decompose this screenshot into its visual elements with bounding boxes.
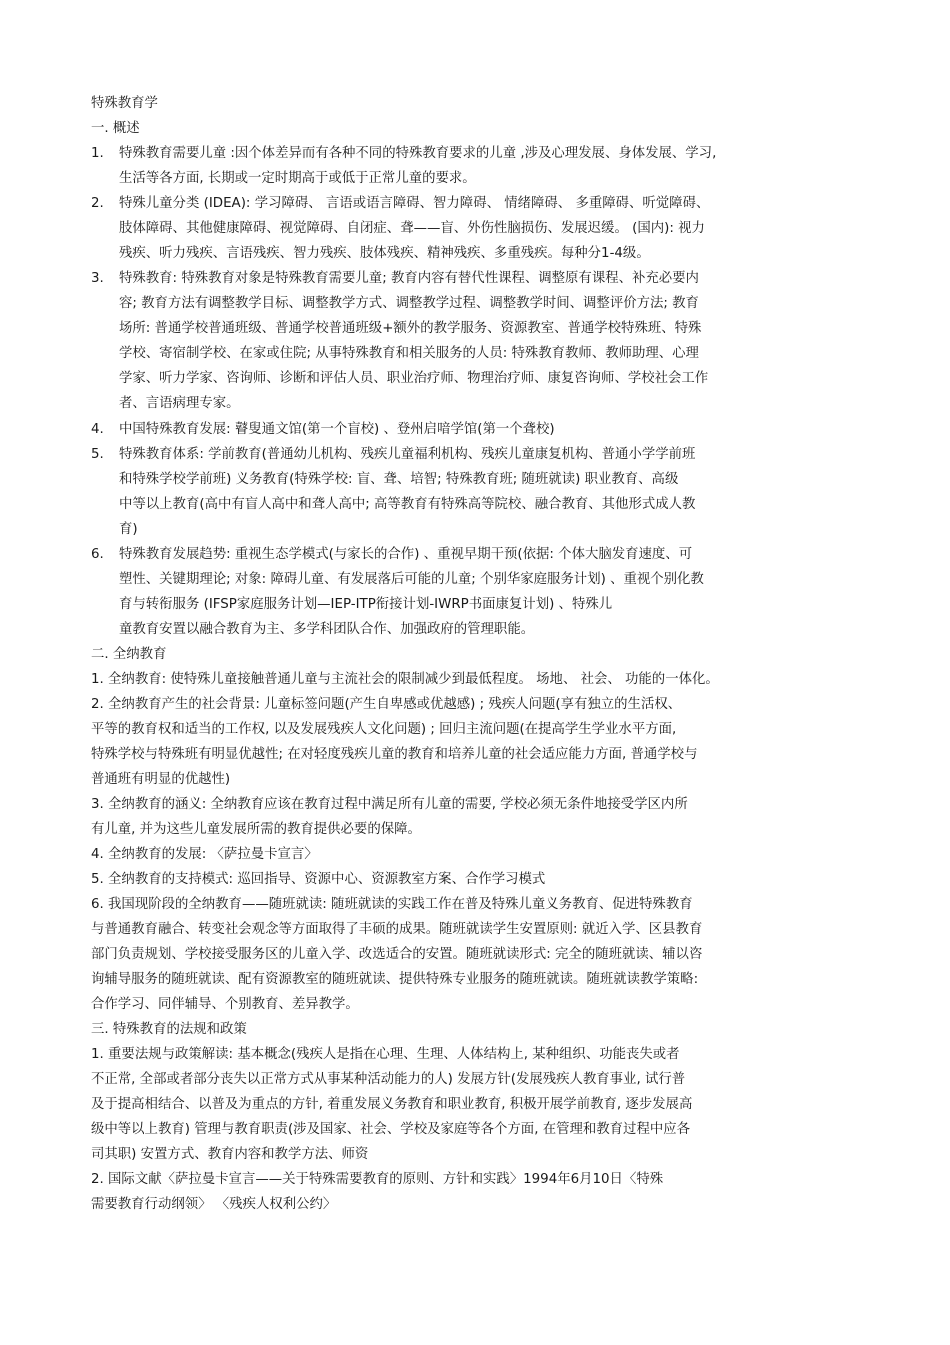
paragraph-line: 特殊教育需要儿童 :因个体差异而有各种不同的特殊教育要求的儿童 ,涉及心理发展、身体发展、学习, <box>119 146 717 161</box>
item-number: 1. <box>91 146 104 161</box>
paragraph-line: 2. 全纳教育产生的社会背景: 儿童标签问题(产生自卑感或优越感) ; 残疾人问题(享有独立的生活权、 <box>91 697 682 712</box>
paragraph-line: 特殊儿童分类 (IDEA): 学习障碍、 言语或语言障碍、智力障碍、 情绪障碍、 多重障碍、听觉障碍、 <box>119 196 710 211</box>
paragraph-line: 3. 全纳教育的涵义: 全纳教育应该在教育过程中满足所有儿童的需要, 学校必须无条件地接受学区内所 <box>91 797 688 812</box>
paragraph-line: 4. 全纳教育的发展: 〈萨拉曼卡宣言〉 <box>91 847 318 862</box>
paragraph-line: 平等的教育权和适当的工作权, 以及发展残疾人文化问题) ; 回归主流问题(在提高学生学业水平方面, <box>91 722 677 737</box>
paragraph-line: 与普通教育融合、转变社会观念等方面取得了丰硕的成果。随班就读学生安置原则: 就近入学、区县教育 <box>91 922 703 937</box>
paragraph-line: 场所: 普通学校普通班级、普通学校普通班级+额外的教学服务、资源教室、普通学校特殊班、特殊 <box>119 321 702 336</box>
paragraph-line: 学家、听力学家、咨询师、诊断和评估人员、职业治疗师、物理治疗师、康复咨询师、学校社会工作 <box>119 371 709 386</box>
section-heading: 二. 全纳教育 <box>91 647 167 662</box>
paragraph-line: 中国特殊教育发展: 瞽叟通文馆(第一个盲校) 、登州启喑学馆(第一个聋校) <box>119 422 555 437</box>
paragraph-line: 5. 全纳教育的支持模式: 巡回指导、资源中心、资源教室方案、合作学习模式 <box>91 872 546 887</box>
document-title: 特殊教育学 <box>91 96 158 111</box>
paragraph-line: 残疾、听力残疾、言语残疾、智力残疾、肢体残疾、精神残疾、多重残疾。每种分1-4级。 <box>119 246 650 261</box>
paragraph-line: 司其职) 安置方式、教育内容和教学方法、师资 <box>91 1147 369 1162</box>
item-number: 2. <box>91 196 104 211</box>
paragraph-line: 塑性、关键期理论; 对象: 障碍儿童、有发展落后可能的儿童; 个别华家庭服务计划) 、重视个别化教 <box>119 572 704 587</box>
paragraph-line: 2. 国际文献〈萨拉曼卡宣言——关于特殊需要教育的原则、方针和实践〉1994年6月10日〈特殊 <box>91 1172 664 1187</box>
paragraph-line: 部门负责规划、学校接受服务区的儿童入学、改选适合的安置。随班就读形式: 完全的随班就读、辅以咨 <box>91 947 703 962</box>
paragraph-line: 1. 重要法规与政策解读: 基本概念(残疾人是指在心理、生理、人体结构上, 某种组织、功能丧失或者 <box>91 1047 680 1062</box>
paragraph-line: 询辅导服务的随班就读、配有资源教室的随班就读、提供特殊专业服务的随班就读。随班就读教学策略: <box>91 972 699 987</box>
item-number: 3. <box>91 271 104 286</box>
paragraph-line: 童教育安置以融合教育为主、多学科团队合作、加强政府的管理职能。 <box>119 622 535 637</box>
paragraph-line: 特殊教育: 特殊教育对象是特殊教育需要儿童; 教育内容有替代性课程、调整原有课程、补充必要内 <box>119 271 699 286</box>
paragraph-line: 不正常, 全部或者部分丧失以正常方式从事某种活动能力的人) 发展方针(发展残疾人教育事业, 试行普 <box>91 1072 686 1087</box>
paragraph-line: 育与转衔服务 (IFSP家庭服务计划—IEP-ITP衔接计划-IWRP书面康复计划) 、特殊儿 <box>119 597 613 612</box>
paragraph-line: 1. 全纳教育: 使特殊儿童接触普通儿童与主流社会的限制减少到最低程度。 场地、 社会、 功能的一体化。 <box>91 672 719 687</box>
paragraph-line: 特殊学校与特殊班有明显优越性; 在对轻度残疾儿童的教育和培养儿童的社会适应能力方面, 普通学校与 <box>91 747 698 762</box>
item-number: 6. <box>91 547 104 562</box>
section-heading: 一. 概述 <box>91 121 140 136</box>
paragraph-line: 级中等以上教育) 管理与教育职责(涉及国家、社会、学校及家庭等各个方面, 在管理和教育过程中应各 <box>91 1122 691 1137</box>
paragraph-line: 肢体障碍、其他健康障碍、视觉障碍、自闭症、聋——盲、外伤性脑损伤、发展迟缓。 (国内): 视力 <box>119 221 705 236</box>
item-number: 5. <box>91 447 104 462</box>
section-heading: 三. 特殊教育的法规和政策 <box>91 1022 247 1037</box>
paragraph-line: 特殊教育体系: 学前教育(普通幼儿机构、残疾儿童福利机构、残疾儿童康复机构、普通小学学前班 <box>119 447 696 462</box>
paragraph-line: 育) <box>119 522 138 537</box>
paragraph-line: 普通班有明显的优越性) <box>91 772 231 787</box>
paragraph-line: 中等以上教育(高中有盲人高中和聋人高中; 高等教育有特殊高等院校、融合教育、其他形式成人教 <box>119 497 696 512</box>
item-number: 4. <box>91 422 104 437</box>
paragraph-line: 6. 我国现阶段的全纳教育——随班就读: 随班就读的实践工作在普及特殊儿童义务教育、促进特殊教育 <box>91 897 693 912</box>
paragraph-line: 容; 教育方法有调整教学目标、调整教学方式、调整教学过程、调整教学时间、调整评价方法; 教育 <box>119 296 699 311</box>
paragraph-line: 合作学习、同伴辅导、个别教育、差异教学。 <box>91 997 359 1012</box>
paragraph-line: 有儿童, 并为这些儿童发展所需的教育提供必要的保障。 <box>91 822 421 837</box>
paragraph-line: 生活等各方面, 长期或一定时期高于或低于正常儿童的要求。 <box>119 171 476 186</box>
paragraph-line: 及于提高相结合、以普及为重点的方针, 着重发展义务教育和职业教育, 积极开展学前教育, 逐步发展高 <box>91 1097 693 1112</box>
paragraph-line: 者、言语病理专家。 <box>119 396 240 411</box>
paragraph-line: 学校、寄宿制学校、在家或住院; 从事特殊教育和相关服务的人员: 特殊教育教师、教师助理、心理 <box>119 346 699 361</box>
paragraph-line: 特殊教育发展趋势: 重视生态学模式(与家长的合作) 、重视早期干预(依据: 个体大脑发育速度、可 <box>119 547 693 562</box>
paragraph-line: 和特殊学校学前班) 义务教育(特殊学校: 盲、聋、培智; 特殊教育班; 随班就读) 职业教育、高级 <box>119 472 679 487</box>
paragraph-line: 需要教育行动纲领〉 〈残疾人权利公约〉 <box>91 1197 337 1212</box>
